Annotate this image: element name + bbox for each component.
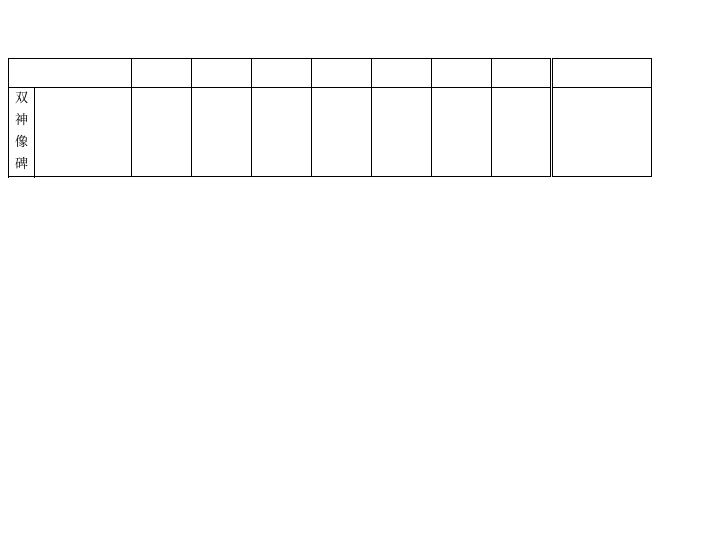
col-header-misato [312,59,372,88]
table-row [9,88,652,177]
cell [432,88,492,177]
group-label-char: 双 [14,91,28,106]
group-label-char: 神 [14,113,28,128]
cell [372,88,432,177]
group-label-char: 碑 [14,157,28,172]
col-header-row-total [552,59,652,88]
cell [312,88,372,177]
cell [132,88,192,177]
cell [252,88,312,177]
row-total [552,88,652,177]
col-header-azusagawa [372,59,432,88]
header-row [9,59,652,88]
classification-table [8,58,652,177]
cell [492,88,552,177]
col-header-horigane [252,59,312,88]
col-header-hotaka [132,59,192,88]
col-header-azumi [492,59,552,88]
corner-cell [9,59,132,88]
col-header-toyoshina [192,59,252,88]
col-header-nagawa [432,59,492,88]
group-label-dual-deity [9,88,35,177]
row-label-akushu [35,88,132,177]
group-label-char: 像 [14,135,28,150]
cell [192,88,252,177]
